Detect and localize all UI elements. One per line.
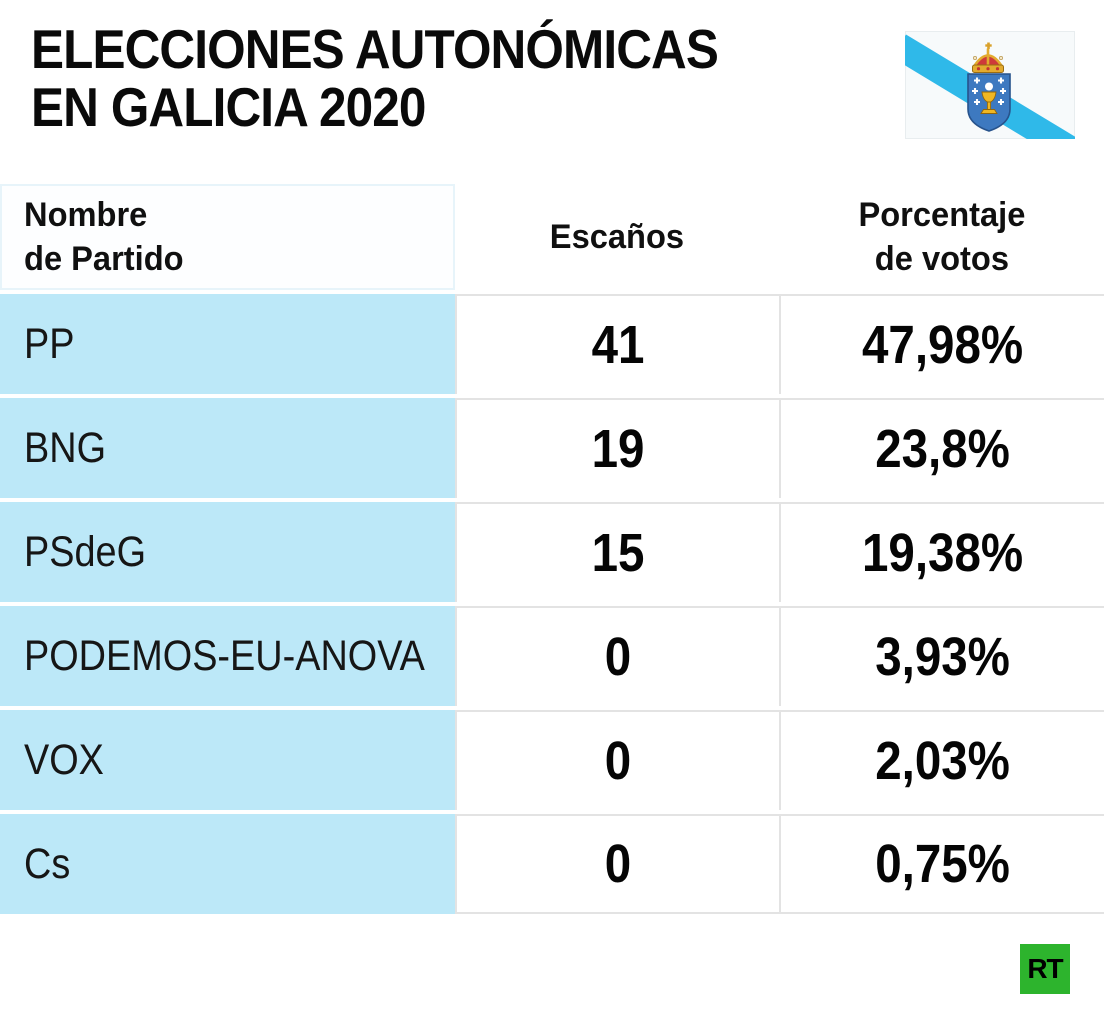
page-title	[31, 20, 718, 136]
party-name-cell	[0, 398, 455, 498]
party-name: BNG	[24, 423, 107, 472]
party-name: PODEMOS-EU-ANOVA	[24, 631, 425, 680]
party-name-cell	[0, 294, 455, 394]
party-name-cell	[0, 710, 455, 810]
party-name-cell	[0, 502, 455, 602]
percent-cell	[779, 606, 1104, 706]
column-header-party	[0, 184, 455, 290]
percent-value: 47,98%	[861, 315, 1024, 375]
seats-value: 0	[604, 731, 632, 791]
party-name-cell	[0, 606, 455, 706]
column-header-percent-line1: Porcentaje	[858, 196, 1025, 234]
results-table	[0, 184, 1104, 914]
percent-value: 2,03%	[875, 731, 1010, 791]
seats-cell	[455, 606, 779, 706]
seats-value: 0	[604, 627, 632, 687]
party-name: PSdeG	[24, 527, 147, 576]
column-header-seats: Escaños	[455, 184, 779, 290]
seats-value: 0	[604, 834, 632, 894]
seats-cell	[455, 294, 779, 394]
column-header-party-line1: Nombre	[24, 196, 148, 234]
galicia-flag-icon	[905, 31, 1075, 139]
galicia-shield-icon	[968, 74, 1010, 131]
column-header-percent	[779, 184, 1104, 290]
seats-value: 19	[591, 419, 645, 479]
percent-cell	[779, 502, 1104, 602]
percent-cell	[779, 294, 1104, 394]
percent-value: 23,8%	[875, 419, 1010, 479]
party-name-cell	[0, 814, 455, 914]
page-title-line1: ELECCIONES AUTONÓMICAS	[31, 18, 719, 80]
percent-value: 3,93%	[875, 627, 1010, 687]
page-title-line2: EN GALICIA 2020	[31, 76, 426, 138]
percent-cell	[779, 398, 1104, 498]
rt-logo	[1020, 944, 1070, 994]
seats-value: 15	[591, 523, 645, 583]
seats-value: 41	[591, 315, 645, 375]
rt-logo-text: RT	[1027, 953, 1063, 984]
seats-cell	[455, 814, 779, 914]
percent-cell	[779, 814, 1104, 914]
party-name: VOX	[24, 735, 104, 784]
percent-value: 19,38%	[861, 523, 1024, 583]
column-header-percent-line2: de votos	[874, 240, 1009, 278]
seats-cell	[455, 502, 779, 602]
seats-cell	[455, 710, 779, 810]
party-name: PP	[24, 319, 75, 368]
percent-value: 0,75%	[875, 834, 1010, 894]
party-name: Cs	[24, 839, 71, 888]
seats-cell	[455, 398, 779, 498]
percent-cell	[779, 710, 1104, 810]
column-header-party-line2: de Partido	[24, 240, 184, 278]
